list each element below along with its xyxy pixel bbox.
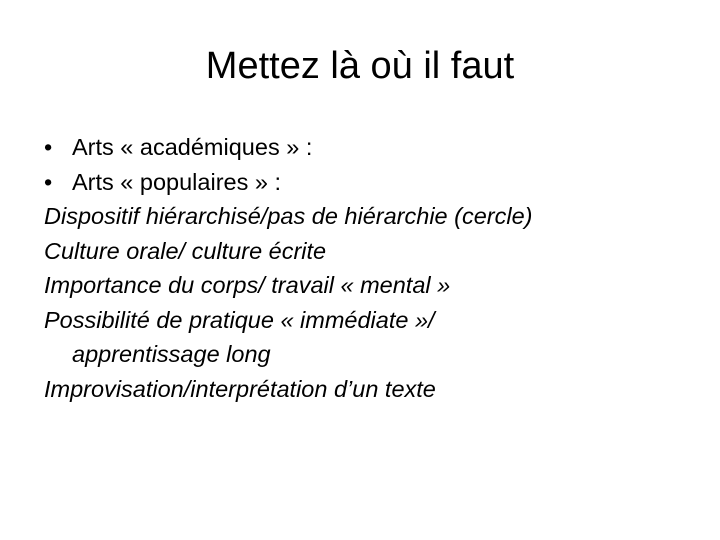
bullet-item-arts-academiques <box>44 130 694 165</box>
bullet-icon: • <box>44 168 53 195</box>
text-line-dispositif: Dispositif hiérarchisé/pas de hiérarchie (cercle) <box>44 203 533 229</box>
bullet-icon: • <box>44 134 53 160</box>
bullet-text: Arts « académiques » : <box>72 134 313 160</box>
slide-title: Mettez là où il faut <box>205 45 515 87</box>
bullet-text: Arts « populaires » : <box>72 168 281 195</box>
slide-body <box>44 130 694 406</box>
text-line-possibilite-continuation: apprentissage long <box>72 341 271 367</box>
text-line-improvisation: Improvisation/interprétation d’un texte <box>44 375 436 402</box>
text-line-possibilite-first: Possibilité de pratique « immédiate »/ <box>44 306 435 333</box>
text-line-importance: Importance du corps/ travail « mental » <box>44 272 451 298</box>
bullet-item-arts-populaires <box>44 165 694 200</box>
text-line-possibilite <box>44 303 694 372</box>
text-line-culture: Culture orale/ culture écrite <box>44 237 327 264</box>
